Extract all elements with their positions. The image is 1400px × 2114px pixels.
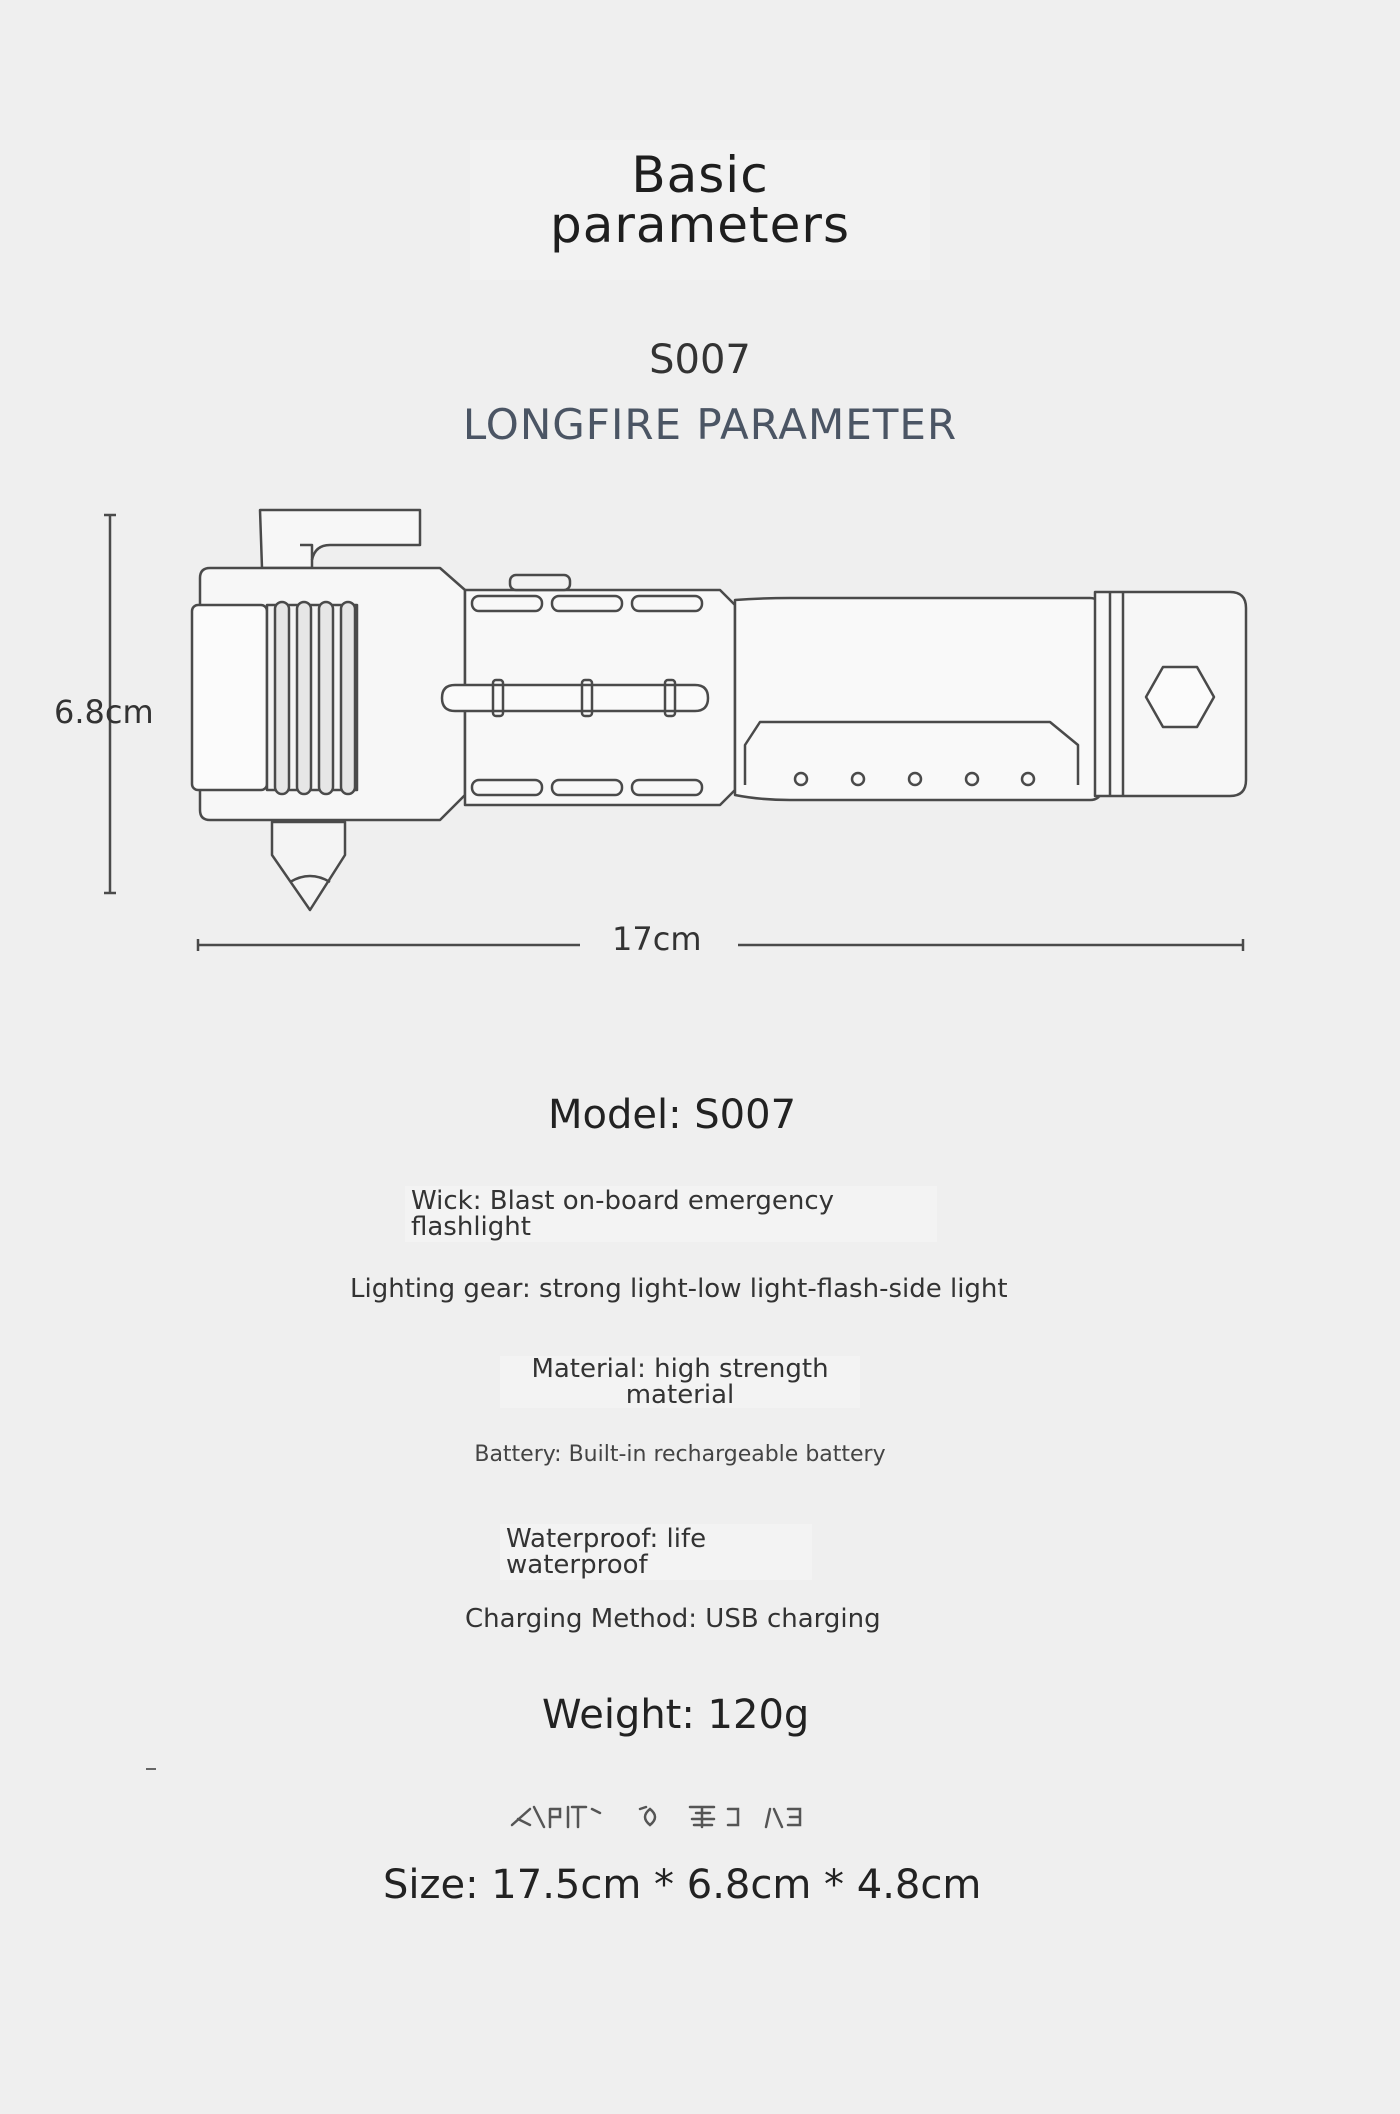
page-title: Basic parameters <box>549 146 850 254</box>
spec-waterproof: Waterproof: life waterproof <box>500 1524 812 1580</box>
stray-mark <box>146 1768 156 1770</box>
hammer-head <box>192 568 465 820</box>
end-cap <box>1095 592 1246 796</box>
height-label: 6.8cm <box>54 693 154 731</box>
spec-weight: Weight: 120g <box>542 1692 810 1738</box>
spec-lighting-gear: Lighting gear: strong light-low light-flash-side light <box>350 1274 1008 1304</box>
length-label: 17cm <box>612 920 702 958</box>
belt-cutter-hook <box>260 510 420 568</box>
spec-charging: Charging Method: USB charging <box>465 1604 881 1634</box>
spec-material: Material: high strength material <box>500 1356 860 1408</box>
body-middle <box>442 575 735 805</box>
handle <box>735 598 1102 800</box>
length-dimension-line <box>198 939 1243 951</box>
spec-battery: Battery: Built-in rechargeable battery <box>474 1442 886 1467</box>
parameter-subtitle: LONGFIRE PARAMETER <box>462 400 958 449</box>
hammer-tip <box>272 822 345 910</box>
product-diagram <box>0 490 1400 970</box>
garbled-text-artifact <box>500 1795 860 1835</box>
spec-size: Size: 17.5cm * 6.8cm * 4.8cm <box>383 1862 982 1908</box>
spec-wick: Wick: Blast on-board emergency flashlight <box>405 1186 937 1242</box>
model-code: S007 <box>649 337 751 383</box>
spec-model: Model: S007 <box>548 1092 797 1138</box>
